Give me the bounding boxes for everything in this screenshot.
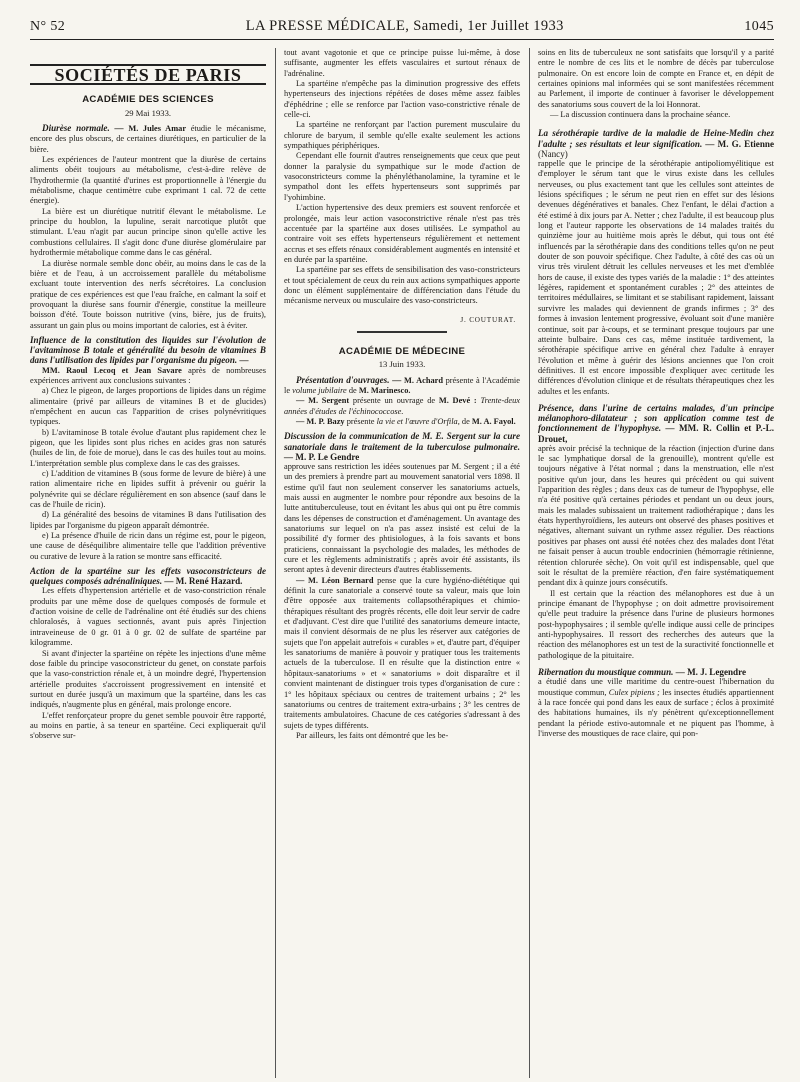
article-heading-moustique: Ribernation du moustique commun. — M. J. Legendre <box>538 666 747 677</box>
paragraph: — M. Sergent présente un ouvrage de M. Devé : Trente-deux années d'études de l'échinococcose. <box>284 396 520 416</box>
paragraph: La spartéine ne renforçant par l'action purement musculaire du chlorure de baryum, il semble qu'elle exalte seulement les actions sympathiques périphériques. <box>284 120 520 151</box>
paragraph: Les effets d'hypertension artérielle et de vaso-constriction rénale produits par une même dose de quelques composés de formule et d'action voisine de celle de l'adrénaline ont été étudiés sur des chiens chloralosés, à vagues sectionnés, avant puis après l'injection intraveineuse de 0 gr. 01 à 0 gr. 02 de sulfate de spartéine par kilogramme. <box>30 586 266 648</box>
list-item: d) La généralité des besoins de vitamines B dans l'utilisation des lipides par l'organisme du pigeon apparaît démontrée. <box>30 510 266 530</box>
paragraph: Les expériences de l'auteur montrent que la diurèse de certains aliments obéit toujours au métabolisme, c'est-à-dire relève de l'hydrothermie (la quantité d'urines est proportionnelle à l'énergie du métabolisme, chaque centimètre cube exprimant 1 cal. 72 de cette énergie). <box>30 155 266 206</box>
paragraph: — M. Léon Bernard pense que la cure hygiéno-diététique qui définit la cure sanatoriale a conservé toute sa valeur, mais que loin d'être opposée aux traitements collapsothérapiques et chimio-thérapiques résultant des progrès récents, elle doit leur servir de cadre et d'adjuvant. C'est dire que l'utilité des sanatoriums demeure intacte, mais il convient désormais de ne plus les réserver aux catégories de sujets que l'on appelait autrefois « curables » et, d'autre part, d'équiper les sanatoriums de manière à pouvoir y pratiquer tous les traitements actuels de la tuberculose. Il en résulte que la distinction entre « hôpitaux-sanatoriums » et « sanatoriums » doit disparaître et il convient maintenant de distinguer trois types d'organisation de cure : 1° les hôpitaux spéciaux ou centres de traitement urbains ; 2° les sanatoriums ou centres de traitement extra-urbains ; 3° les centres de traitements ambulatoires. Chacune de ces catégories s'adressant à des sujets de types différents. <box>284 575 520 730</box>
paragraph: Par ailleurs, les faits ont démontré que les be- <box>296 730 449 740</box>
list-item: c) L'addition de vitamines B (sous forme de levure de bière) à une ration alimentaire riche en lipides suffit à prévenir ou guérir la polynévrite qui se déclare régulièrement en son absence (sauf dans le cas de l'huile de ricin). <box>30 468 266 509</box>
paragraph: — M. P. Bazy présente la vie et l'œuvre d'Orfila, de M. A. Fayol. <box>296 417 516 426</box>
paragraph: La bière est un diurétique nutritif élevant le métabolisme. Le principe du houblon, la lupuline, serait narcotique plutôt que stimulant. L'eau n'agit par aucun principe sinon qu'elle active les combustions cellulaires. Il s'agit donc d'une diurèse glomérulaire par hydrothermie métabolique comme dans le cas général. <box>30 206 266 258</box>
session-date: 13 Juin 1933. <box>378 359 426 370</box>
article-heading-sparteine: Action de la spartéine sur les effets vasoconstricteurs de quelques composés adrénaliniques. — M. René Hazard. <box>30 566 266 587</box>
article-heading-avitaminose: Influence de la constitution des liquides sur l'évolution de l'avitaminose B totale et généralité du besoin de vitamines B dans l'utilisation des lipides par l'organisme du pigeon. — <box>30 334 266 366</box>
column-2 <box>275 48 520 1078</box>
paragraph: tout avant vagotonie et que ce principe puisse lui-même, à dose suffisante, augmenter les effets vasculaires et surtout rénaux de l'adrénaline. <box>284 48 520 78</box>
list-item: b) L'avitaminose B totale évolue d'autant plus rapidement chez le pigeon, que les lipides sont plus riches en acides gras non saturés (huiles de lin, de foie de morue), dans le cas des huiles tout au moins. L'interprétation semble plus complexe dans le cas des graisses. <box>30 427 266 468</box>
paragraph: après avoir précisé la technique de la réaction (injection d'urine dans le sac lymphatique dorsal de la grenouille), montrent qu'elle est toujours négative à l'état normal ; dans la menstruation, elle n'est positive qu'un jour, dans les heures qui précèdent ou qui suivent l'apparition des règles ; dans deux cas de tumeur de l'hypophyse, elle n'a été positive qu'à certaines périodes et pendant un ou deux jours, mais les malades subissaient un traitement radiothérapique ; dans les états hyperthyroïdiens, les auteurs ont observé des phases positives et négatives, alternant suivant un rythme assez régulier. Des réactions positives par phases ont aussi été notées chez des malades dont l'état ne faisait penser à aucun trouble endocrinien (hémorragie rétinienne, rétention chlorurée sèche). On voit qu'il est indispensable, quel que soit le résultat de la première réaction, d'en faire systématiquement pendant dix à quinze jours consécutifs. <box>538 443 774 588</box>
page-number: 1045 <box>744 19 774 34</box>
article-heading-heine-medin: La sérothérapie tardive de la maladie de Heine-Medin chez l'adulte ; ses résultats et leur signification. — M. G. Etienne (Nancy) <box>538 128 774 159</box>
article-diurese: Diurèse normale. — M. Jules Amar étudie le mécanisme, encore des plus obscurs, de certaines diurétiques, en particulier de la bière. <box>30 123 266 154</box>
paragraph: La spartéine n'empêche pas la diminution progressive des effets hypertenseurs des injections répétées de doses même assez faibles d'éphédrine ; elle se renforce par l'action vaso-constrictive rénale de celle-ci. <box>284 79 520 120</box>
text-columns <box>30 48 774 1078</box>
author-signature: J. COUTURAT. <box>460 315 516 324</box>
page-header <box>30 18 774 40</box>
paragraph: soins en lits de tuberculeux ne sont satisfaits que lorsqu'il y a parité entre le nombre de ces lits et le nombre de décès par tuberculose pulmonaire. On est encore loin de compte en France et, en dépit de certaines opinions mal informées qui se sont manifestées récemment au Parlement, il importe de continuer à favoriser le développement des sanatoriums sous couvert de la loi Honnorat. <box>538 48 774 109</box>
list-item: a) Chez le pigeon, de larges proportions de lipides dans un régime alimentaire (privé par ailleurs de vitamines B et de glucides) n'empêchent en aucun cas l'apparition de crises polynévritiques typiques. <box>30 386 266 427</box>
paragraph: Cependant elle fournit d'autres renseignements que ceux que peut donner la paralysie du sympathique sur le mode d'action de vasoconstricteurs comme la phényléthanolamine, la tyramine et le sympathol dont les effets hypertenseurs sont supprimés par l'yohimbine. <box>284 151 520 202</box>
paragraph: — La discussion continuera dans la prochaine séance. <box>550 110 731 120</box>
journal-title: LA PRESSE MÉDICALE, Samedi, 1er Juillet 1933 <box>245 18 564 34</box>
paragraph: La spartéine par ses effets de sensibilisation des vaso-constricteurs et tout spécialement de ceux du rein aux actions sympathiques apporte donc un élément supplémentaire de différenciation dans l'étude du mécanisme nerveux ou musculaire des vaso-constricteurs. <box>284 265 520 306</box>
section-divider <box>357 331 447 333</box>
academy-heading: ACADÉMIE DES SCIENCES <box>82 94 214 106</box>
issue-number: N° 52 <box>30 19 66 34</box>
section-title: SOCIÉTÉS DE PARIS <box>30 64 266 85</box>
paragraph: L'effet renforçateur propre du genet semble pouvoir être rapporté, au moins en partie, à sa teneur en spartéine. Ceci expliquerait qu'il s'observe sur- <box>30 710 266 741</box>
paragraph: approuve sans restriction les idées soutenues par M. Sergent ; il a été un des premiers à prendre part au mouvement sanatorial vers 1898. Il estime qu'il faut non seulement conserver les sanatoriums actuels, mais aussi en augmenter le nombre pour répondre aux besoins de la lutte antituberculeuse, tout en évitant les abus qui ont pu être commis dans les dépenses de construction et d'aménagement. Un avantage des sanatoriums sur lequel on n'a pas assez insisté est celui de la possibilité d'y former des phtisiologues, à la fois savants et bons praticiens, connaissant la psychologie des malades, les méthodes de cure et les règlements administratifs ; après avoir été assistants, ils seront aptes à devenir directeurs d'autres établissements. <box>284 461 520 575</box>
article-avitaminose: MM. Raoul Lecoq et Jean Savare après de nombreuses expériences arrivent aux conclusions suivantes : <box>30 365 266 385</box>
article-ouvrages: Présentation d'ouvrages. — M. Achard présente à l'Académie le volume jubilaire de M. Marinesco. <box>284 374 520 395</box>
paragraph: L'action hypertensive des deux premiers est souvent renforcée et prolongée, mais leur action vasoconstrictive rénale n'est pas très accentuée par la spartéine aux doses utilisées. Le sympathol au contraire voit ses effets hypertenseurs régulièrement et nettement accrus et ses effets rénaux considérablement augmentés en intensité et en durée par la spartéine. <box>284 203 520 264</box>
paragraph: rappelle que le principe de la sérothérapie antipoliomyélitique est d'employer le sérum tant que le virus existe dans les cellules nerveuses, ou plus exactement tant que les cellules sont atteintes de lésions spécifiques ; le sérum ne peut rien en effet sur des lésions devenues dégénératives et banales. Chez l'enfant, le délai d'action a été estimé à dix jours par A. Netter ; chez l'adulte, il est beaucoup plus long et l'auteur rapporte les observations de 14 malades traités du quinzième jour au huitième mois après le début, qui tous ont été influencés par la sérothérapie dans des conditions telles qu'on ne peut douter de son pouvoir spécifique. Chez l'adulte, à côté des cas où un virus très virulent détruit les cellules nerveuses et les met d'emblée hors de cause, il existe des types variés de la maladie : 1° des atteintes légères, rapidement et spontanément curables ; 2° des atteintes de territoires médullaires, se limitant et se stabilisant rapidement, laissant survivre les malades qui deviennent de grands infirmes ; 3° des formes à invasion lentement progressive, évoluant soit d'une manière continue, soit par à-coups, et se terminant presque toujours par une atteinte bulbaire. Dans ces cas, même instituée tardivement, la sérothérapie spécifique arrive en général chez l'adulte à enrayer l'évolution et même à guérir des lésions anciennes que l'on croit définitives. Il est encore impossible d'expliquer avec certitude les différences d'évolution clinique et de résultats thérapeutiques chez les adultes et les enfants. <box>538 159 774 396</box>
list-item: e) La présence d'huile de ricin dans un régime est, pour le pigeon, une cause de déséquilibre alimentaire telle que l'addition préventive ou curative de levure à la ration se montre sans efficacité. <box>30 531 266 561</box>
article-heading-sanatoriale: Discussion de la communication de M. E. Sergent sur la cure sanatoriale dans le traitement de la tuberculose pulmonaire. — M. P. Le Gendre <box>284 431 520 462</box>
column-1 <box>30 48 266 1078</box>
article-heading-hypophyse: Présence, dans l'urine de certains malades, d'un principe mélanophoro-dilatateur ; son application comme test de fonctionnement de l'hypophyse. — MM. R. Collin et P.-L. Drouet, <box>538 402 774 444</box>
academy-heading: ACADÉMIE DE MÉDECINE <box>338 345 466 357</box>
paragraph: a étudié dans une ville maritime du centre-ouest l'hibernation du moustique commun, Culex pipiens ; les insectes étudiés appartiennent à la race foncée qui pond dans les eaux de surface ; éclos à proximité des habitations humaines, ils n'y pénètrent qu'exceptionnellement pendant la période estivo-automnale et ne piquent pas l'homme, à l'inverse des moustiques de race claire, qui pon- <box>538 677 774 738</box>
column-3 <box>529 48 774 1078</box>
paragraph: Si avant d'injecter la spartéine on répète les injections d'une même dose faible du principe vasoconstricteur du genet, on constate parfois que la vaso-constriction rénale et, à un moindre degré, l'hypertension artérielle produites s'accroissent progressivement en intensité et surtout en durée jusqu'à un maximum que la spartéine, dans les cas indiqués, n'augmente plus en général, mais prolonge encore. <box>30 648 266 710</box>
paragraph: La diurèse normale semble donc obéir, au moins dans le cas de la bière et de l'eau, à un accroissement parallèle du métabolisme excluant toute intervention des nerfs sécrétoires. La conclusion pratique de ces expériences est que l'eau fraîche, en calmant la soif et provoquant la diurèse sans fournir d'énergie, constitue la meilleure boisson d'été. Toute boisson nutritive (vins, bière, jus de fruits), assurant un gain plus ou moins important de calories, est à éviter. <box>30 258 266 330</box>
session-date: 29 Mai 1933. <box>124 107 172 118</box>
paragraph: Il est certain que la réaction des mélanophores est due à un principe émanant de l'hypophyse ; on doit admettre provisoirement qu'elle peut traduire la présence dans l'urine de plusieurs hormones post-hypophysaires ; il semble qu'elle indique aussi celle de principes anti-hypophysaires. Il ressort des recherches des auteurs que la réaction des mélanophores est un test de la suractivité fonctionnelle et pathologique de la pituitaire. <box>538 588 774 660</box>
